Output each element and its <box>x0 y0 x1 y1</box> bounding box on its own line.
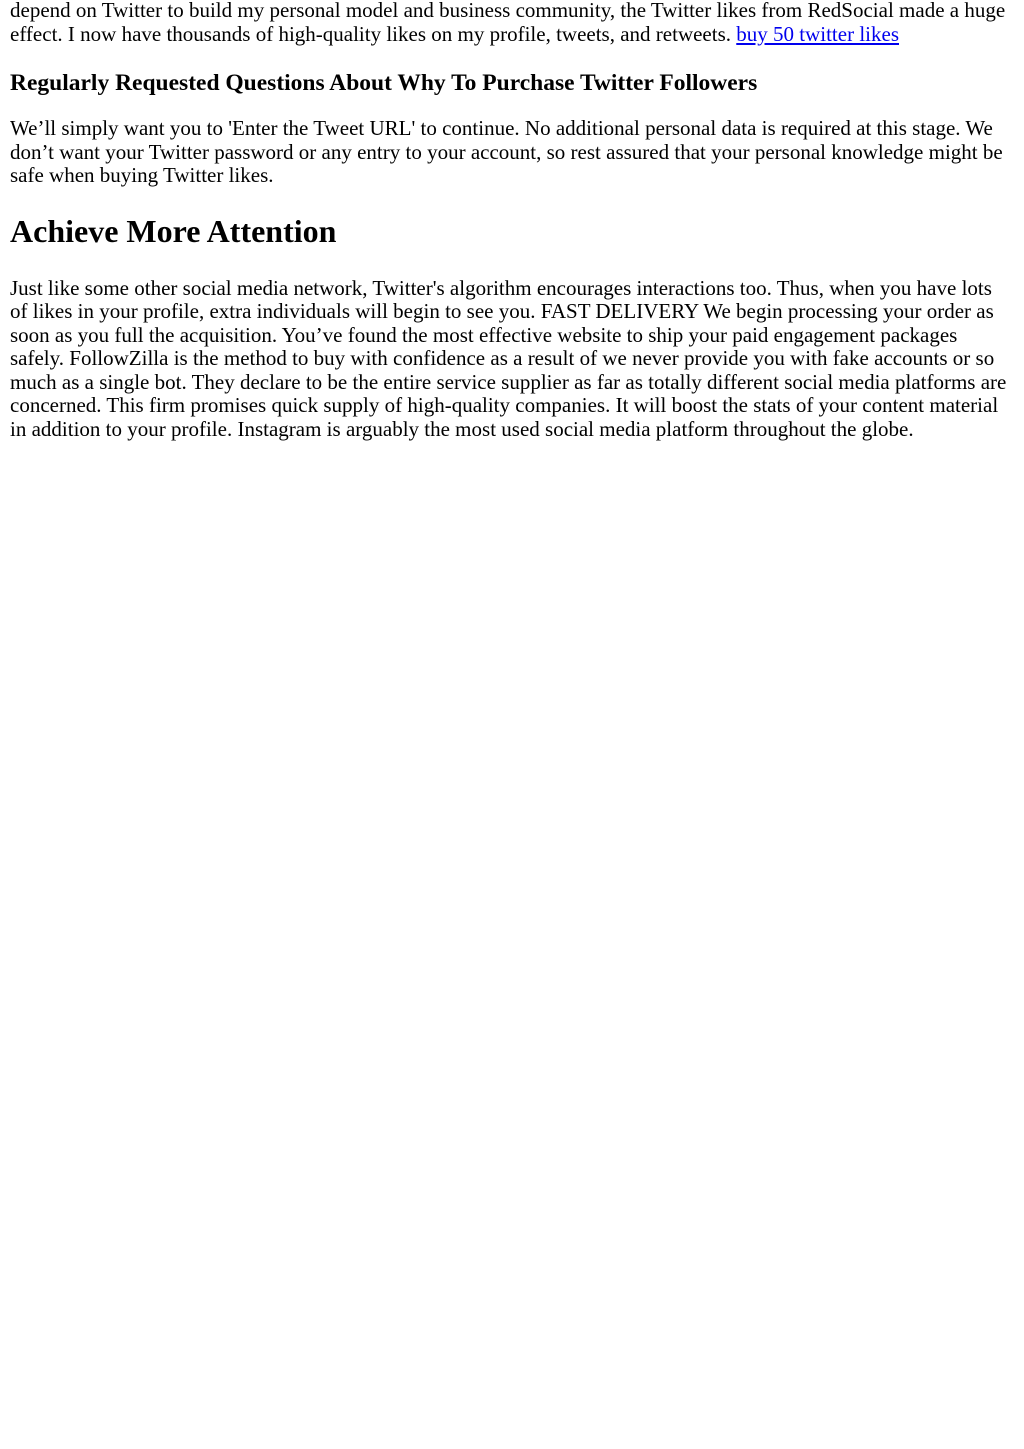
faq-paragraph: We’ll simply want you to 'Enter the Tweet URL' to continue. No additional personal data is required at this stage. We don’t want your Twitter password or any entry to your account, so rest assured that your personal knowledge might be safe when buying Twitter likes. <box>10 116 1003 187</box>
buy-twitter-likes-link[interactable]: buy 50 twitter likes <box>736 21 899 46</box>
intro-text: depend on Twitter to build my personal model and business community, the Twitter likes from RedSocial made a huge effect. I now have thousands of high-quality likes on my profile, tweets, and retweets. <box>10 0 1006 46</box>
attention-paragraph: Just like some other social media network, Twitter's algorithm encourages interactions too. Thus, when you have lots of likes in your profile, extra individuals will begin to see you. FAST DELIVERY We begin processing your order as soon as you full the acquisition. You’ve found the most effective website to ship your paid engagement packages safely. FollowZilla is the method to buy with confidence as a result of we never provide you with fake accounts or so much as a single bot. They declare to be the entire service supplier as far as totally different social media platforms are concerned. This firm promises quick supply of high-quality companies. It will boost the stats of your content material in addition to your profile. Instagram is arguably the most used social media platform throughout the globe. <box>10 275 1007 441</box>
article-page <box>0 0 1024 441</box>
attention-heading: Achieve More Attention <box>10 212 337 249</box>
faq-heading: Regularly Requested Questions About Why To Purchase Twitter Followers <box>10 70 758 96</box>
intro-paragraph <box>10 0 1014 46</box>
